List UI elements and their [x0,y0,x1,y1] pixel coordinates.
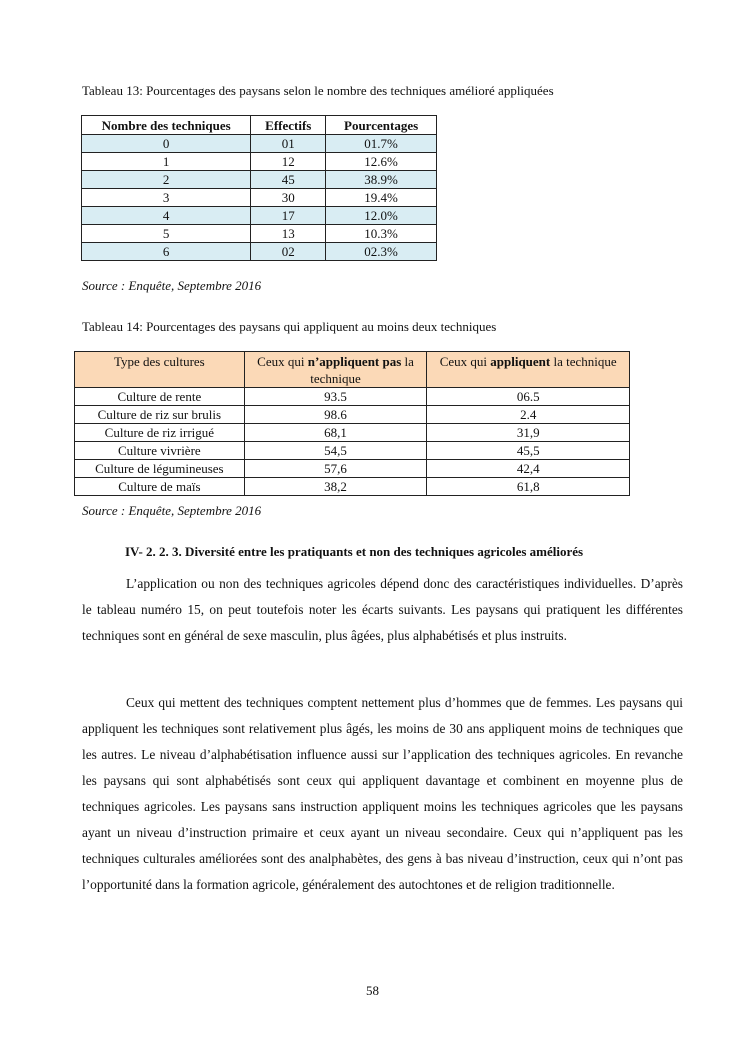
table13-source: Source : Enquête, Septembre 2016 [82,278,262,293]
table-header-cell: Ceux qui appliquent la technique [427,352,630,388]
table-cell: 12.0% [326,207,437,225]
table-cell: 42,4 [427,460,630,478]
table-header-cell: Effectifs [251,116,326,135]
table-cell: 31,9 [427,424,630,442]
table-cell: 2.4 [427,406,630,424]
table-cell: 02 [251,243,326,261]
table-cell: 17 [251,207,326,225]
table-cell: 01.7% [326,135,437,153]
table-cell: Culture de légumineuses [75,460,245,478]
table-header-cell: Ceux qui n’appliquent pas la technique [244,352,427,388]
table-cell: 61,8 [427,478,630,496]
section-heading: IV- 2. 2. 3. Diversité entre les pratiquants et non des techniques agricoles améliorés [125,544,584,559]
table-cell: 5 [82,225,251,243]
table-header-cell: Pourcentages [326,116,437,135]
paragraph: L’application ou non des techniques agricoles dépend donc des caractéristiques individuelles. D’après le tableau numéro 15, on peut toutefois noter les écarts suivants. Les paysans qui pratiquent les différentes techniques sont en général de sexe masculin, plus âgées, plus alphabétisés et plus instruits. [82,576,683,643]
table-cell: 54,5 [244,442,427,460]
table-cell: 3 [82,189,251,207]
table-row [82,189,437,207]
table-cell: 13 [251,225,326,243]
table14 [74,351,630,496]
table-cell: 38.9% [326,171,437,189]
table-cell: 45,5 [427,442,630,460]
table-header-row [75,352,630,388]
table-cell: Culture de rente [75,388,245,406]
table-header-cell: Nombre des techniques [82,116,251,135]
table14-caption: Tableau 14: Pourcentages des paysans qui appliquent au moins deux techniques [82,319,497,334]
table-cell: 98.6 [244,406,427,424]
table-cell: Culture vivrière [75,442,245,460]
table-cell: 01 [251,135,326,153]
table-header-cell: Type des cultures [75,352,245,388]
table-cell: 0 [82,135,251,153]
table-cell: 2 [82,171,251,189]
table13-caption: Tableau 13: Pourcentages des paysans selon le nombre des techniques amélioré appliquées [82,83,554,98]
table-cell: 06.5 [427,388,630,406]
table-row [82,153,437,171]
table-cell: 45 [251,171,326,189]
table-row [82,243,437,261]
table-cell: 6 [82,243,251,261]
table-row [75,478,630,496]
table-cell: 38,2 [244,478,427,496]
paragraph: Ceux qui mettent des techniques comptent nettement plus d’hommes que de femmes. Les paysans qui appliquent les techniques sont relativement plus âgés, les moins de 30 ans appliquent moins de techniques que les autres. Le niveau d’alphabétisation influence aussi sur l’application des techniques agricoles. En revanche les paysans qui sont alphabétisés sont ceux qui appliquent davantage et combinent en moyenne plus de techniques agricoles. Les paysans sans instruction appliquent moins les techniques agricoles que les paysans ayant un niveau d’instruction primaire et ceux ayant un niveau secondaire. Ceux qui n’appliquent pas les techniques culturales améliorées sont des analphabètes, des gens à bas niveau d’instruction, ceux qui n’ont pas l’opportunité dans la formation agricole, généralement des autochtones et de religion traditionnelle. [82,695,683,892]
table-row [82,135,437,153]
table-cell: Culture de maïs [75,478,245,496]
table-row [75,388,630,406]
table-cell: 4 [82,207,251,225]
table14-source: Source : Enquête, Septembre 2016 [82,503,262,518]
table-cell: 68,1 [244,424,427,442]
table-cell: 57,6 [244,460,427,478]
table-row [75,460,630,478]
table-cell: 1 [82,153,251,171]
table-cell: 02.3% [326,243,437,261]
table-cell: 10.3% [326,225,437,243]
page-number: 58 [366,983,379,998]
table-row [75,424,630,442]
table-cell: 93.5 [244,388,427,406]
table-cell: Culture de riz sur brulis [75,406,245,424]
table-cell: 30 [251,189,326,207]
table-row [75,406,630,424]
table-row [82,171,437,189]
table-header-row [82,116,437,135]
table-cell: Culture de riz irrigué [75,424,245,442]
table-cell: 12 [251,153,326,171]
table-row [82,207,437,225]
table-cell: 12.6% [326,153,437,171]
table-row [82,225,437,243]
table-cell: 19.4% [326,189,437,207]
table-row [75,442,630,460]
table13 [81,115,437,261]
